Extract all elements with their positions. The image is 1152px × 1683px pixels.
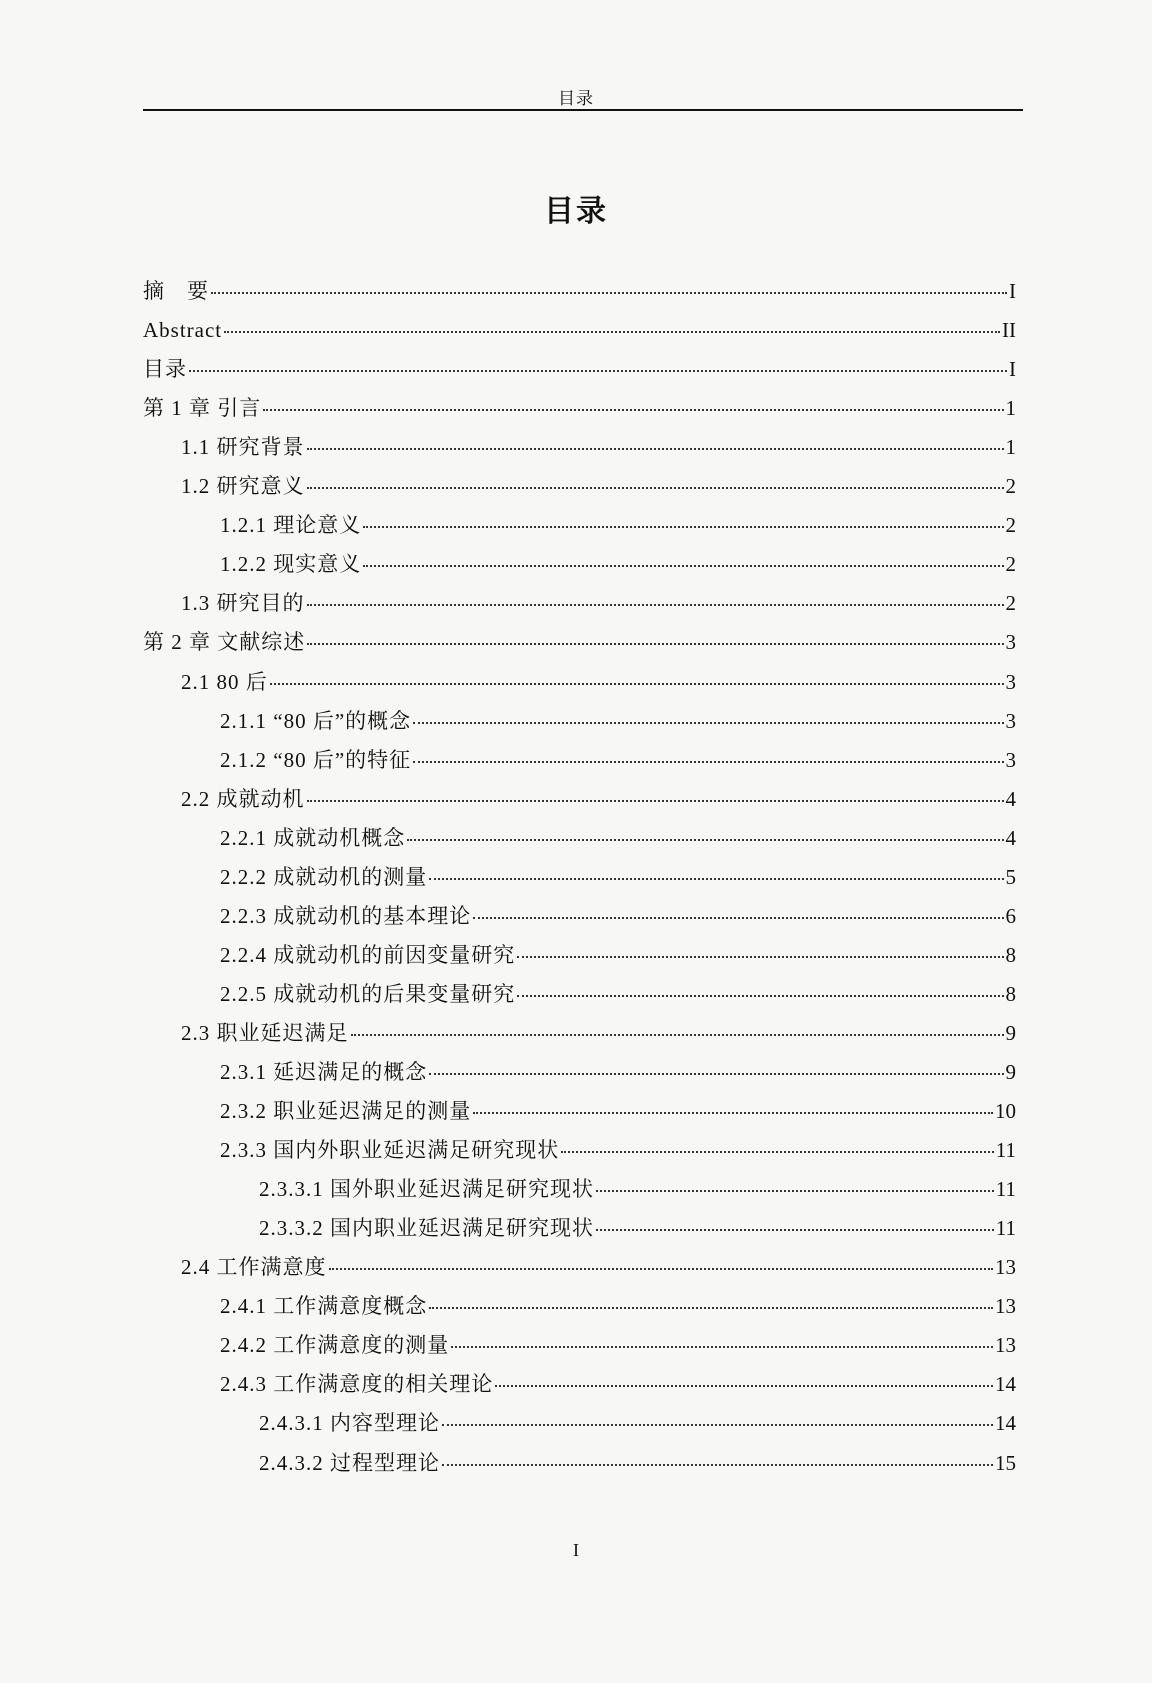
dot-leader bbox=[351, 1034, 1004, 1036]
toc-entry-label: 1.2.2 现实意义 bbox=[220, 552, 362, 577]
dot-leader bbox=[407, 839, 1003, 841]
toc-entry-label: 2.4.3 工作满意度的相关理论 bbox=[220, 1372, 494, 1397]
dot-leader bbox=[429, 1307, 993, 1309]
toc-entry-page-number: I bbox=[1009, 279, 1016, 303]
toc-entry[interactable] bbox=[181, 588, 1016, 618]
toc-entry-page-number: 2 bbox=[1005, 591, 1016, 616]
dot-leader bbox=[211, 292, 1007, 294]
toc-entry-page-number: 3 bbox=[1005, 708, 1016, 733]
toc-entry-page-number: 10 bbox=[995, 1099, 1016, 1124]
dot-leader bbox=[413, 722, 1003, 724]
toc-entry-label: 2.2.4 成就动机的前因变量研究 bbox=[220, 942, 516, 967]
toc-entry-page-number: 3 bbox=[1005, 669, 1016, 694]
toc-entry-label: 2.3.3 国内外职业延迟满足研究现状 bbox=[220, 1138, 560, 1163]
toc-entry[interactable] bbox=[220, 979, 1016, 1009]
toc-entry-page-number: 11 bbox=[995, 1138, 1016, 1163]
toc-entry[interactable] bbox=[143, 354, 1016, 384]
dot-leader bbox=[596, 1229, 994, 1231]
toc-entry-page-number: 8 bbox=[1005, 981, 1016, 1006]
toc-entry[interactable] bbox=[220, 823, 1016, 853]
toc-entry-page-number: 9 bbox=[1005, 1020, 1016, 1045]
dot-leader bbox=[517, 956, 1003, 958]
toc-entry[interactable] bbox=[143, 315, 1016, 345]
toc-entry-page-number: 4 bbox=[1005, 825, 1016, 850]
toc-entry[interactable] bbox=[259, 1174, 1016, 1204]
toc-entry[interactable] bbox=[181, 784, 1016, 814]
toc-entry[interactable] bbox=[220, 549, 1016, 579]
toc-entry-label: 2.2.1 成就动机概念 bbox=[220, 825, 406, 850]
toc-entry-page-number: 15 bbox=[995, 1450, 1016, 1475]
toc-entry[interactable] bbox=[181, 432, 1016, 462]
dot-leader bbox=[451, 1346, 993, 1348]
toc-entry-page-number: 14 bbox=[995, 1411, 1016, 1436]
toc-entry-label: 第 2 章 文献综述 bbox=[143, 630, 306, 655]
toc-entry[interactable] bbox=[259, 1408, 1016, 1438]
dot-leader bbox=[307, 448, 1004, 450]
dot-leader bbox=[442, 1464, 993, 1466]
page-title: 目录 bbox=[544, 194, 608, 229]
toc-entry-label: 1.2 研究意义 bbox=[181, 474, 305, 499]
toc-entry-label: 1.3 研究目的 bbox=[181, 591, 305, 616]
toc-entry-label: 2.4.2 工作满意度的测量 bbox=[220, 1333, 450, 1358]
toc-entry[interactable] bbox=[143, 393, 1016, 423]
toc-entry-page-number: 5 bbox=[1005, 864, 1016, 889]
toc-entry-page-number: 3 bbox=[1005, 630, 1016, 655]
dot-leader bbox=[429, 1073, 1003, 1075]
dot-leader bbox=[413, 761, 1003, 763]
dot-leader bbox=[363, 526, 1003, 528]
dot-leader bbox=[263, 409, 1003, 411]
toc-entry[interactable] bbox=[143, 276, 1016, 306]
toc-entry-label: 2.3.1 延迟满足的概念 bbox=[220, 1060, 428, 1084]
toc-entry-label: 2.3.3.2 国内职业延迟满足研究现状 bbox=[259, 1216, 594, 1241]
toc-entry[interactable] bbox=[220, 1057, 1016, 1087]
toc-entry-page-number: II bbox=[1002, 318, 1016, 343]
toc-entry-label: 第 1 章 引言 bbox=[143, 396, 262, 421]
toc-entry-page-number: 13 bbox=[995, 1255, 1016, 1280]
toc-entry-label: 2.2 成就动机 bbox=[181, 786, 305, 811]
dot-leader bbox=[442, 1424, 993, 1426]
toc-entry-label: 1.1 研究背景 bbox=[181, 435, 305, 460]
toc-entry[interactable] bbox=[259, 1213, 1016, 1243]
dot-leader bbox=[189, 370, 1007, 372]
dot-leader bbox=[329, 1268, 994, 1270]
dot-leader bbox=[495, 1385, 993, 1387]
toc-entry-label: 2.1.2 “80 后”的特征 bbox=[220, 747, 412, 772]
dot-leader bbox=[517, 995, 1003, 997]
dot-leader bbox=[561, 1151, 994, 1153]
toc-entry[interactable] bbox=[220, 706, 1016, 736]
toc-entry-page-number: 2 bbox=[1005, 474, 1016, 499]
toc-entry[interactable] bbox=[181, 1252, 1016, 1282]
toc-entry[interactable] bbox=[220, 862, 1016, 892]
dot-leader bbox=[307, 643, 1003, 645]
toc-entry-page-number: 1 bbox=[1005, 435, 1016, 460]
toc-entry-page-number: 1 bbox=[1005, 396, 1016, 421]
toc-entry-label: 2.4.3.1 内容型理论 bbox=[259, 1411, 440, 1436]
toc-entry-label: 2.4.1 工作满意度概念 bbox=[220, 1294, 428, 1319]
toc-entry[interactable] bbox=[259, 1448, 1016, 1478]
page-number: I bbox=[573, 1540, 579, 1560]
toc-entry-page-number: 8 bbox=[1005, 942, 1016, 967]
toc-entry-page-number: 9 bbox=[1005, 1060, 1016, 1084]
toc-entry-label: 摘 要 bbox=[143, 279, 209, 303]
toc-entry-label: 2.4 工作满意度 bbox=[181, 1255, 327, 1280]
toc-entry-label: 2.2.5 成就动机的后果变量研究 bbox=[220, 981, 516, 1006]
toc-entry-label: 2.4.3.2 过程型理论 bbox=[259, 1450, 440, 1475]
toc-entry-label: 2.3.3.1 国外职业延迟满足研究现状 bbox=[259, 1177, 594, 1202]
header-rule bbox=[143, 109, 1023, 111]
dot-leader bbox=[363, 565, 1003, 567]
dot-leader bbox=[473, 917, 1003, 919]
toc-entry[interactable] bbox=[181, 471, 1016, 501]
toc-entry-page-number: 13 bbox=[995, 1294, 1016, 1319]
dot-leader bbox=[473, 1112, 993, 1114]
toc-entry-label: 2.1.1 “80 后”的概念 bbox=[220, 708, 412, 733]
toc-entry[interactable] bbox=[220, 745, 1016, 775]
toc-entry-page-number: 4 bbox=[1005, 786, 1016, 811]
toc-entry[interactable] bbox=[181, 667, 1016, 697]
toc-entry-label: 2.2.3 成就动机的基本理论 bbox=[220, 903, 472, 928]
toc-entry-page-number: 14 bbox=[995, 1372, 1016, 1397]
toc-entry-page-number: 6 bbox=[1005, 903, 1016, 928]
toc-entry[interactable] bbox=[220, 1369, 1016, 1399]
toc-entry-page-number: 2 bbox=[1005, 552, 1016, 577]
toc-entry-page-number: I bbox=[1009, 357, 1016, 382]
toc-entry-label: 2.2.2 成就动机的测量 bbox=[220, 864, 428, 889]
toc-entry[interactable] bbox=[220, 1330, 1016, 1360]
dot-leader bbox=[429, 878, 1003, 880]
toc-entry[interactable] bbox=[220, 1096, 1016, 1126]
toc-entry-label: Abstract bbox=[143, 318, 223, 343]
toc-entry[interactable] bbox=[143, 627, 1016, 657]
dot-leader bbox=[307, 604, 1004, 606]
toc-entry[interactable] bbox=[220, 1135, 1016, 1165]
dot-leader bbox=[270, 683, 1004, 685]
toc-entry-page-number: 2 bbox=[1005, 513, 1016, 538]
toc-entry-label: 1.2.1 理论意义 bbox=[220, 513, 362, 538]
toc-entry-page-number: 11 bbox=[995, 1216, 1016, 1241]
dot-leader bbox=[307, 800, 1004, 802]
toc-entry-label: 2.3 职业延迟满足 bbox=[181, 1020, 349, 1045]
toc-entry[interactable] bbox=[220, 940, 1016, 970]
toc-entry[interactable] bbox=[220, 901, 1016, 931]
toc-entry-label: 2.3.2 职业延迟满足的测量 bbox=[220, 1099, 472, 1124]
toc-entry[interactable] bbox=[220, 510, 1016, 540]
running-header: 目录 bbox=[558, 89, 594, 108]
toc-entry-label: 2.1 80 后 bbox=[181, 669, 268, 694]
toc-entry-page-number: 13 bbox=[995, 1333, 1016, 1358]
toc-entry[interactable] bbox=[181, 1018, 1016, 1048]
toc-entry-page-number: 3 bbox=[1005, 747, 1016, 772]
toc-entry-label: 目录 bbox=[143, 357, 187, 382]
dot-leader bbox=[307, 487, 1004, 489]
toc-entry-page-number: 11 bbox=[995, 1177, 1016, 1202]
toc-entry[interactable] bbox=[220, 1291, 1016, 1321]
dot-leader bbox=[224, 331, 1000, 333]
dot-leader bbox=[596, 1190, 994, 1192]
